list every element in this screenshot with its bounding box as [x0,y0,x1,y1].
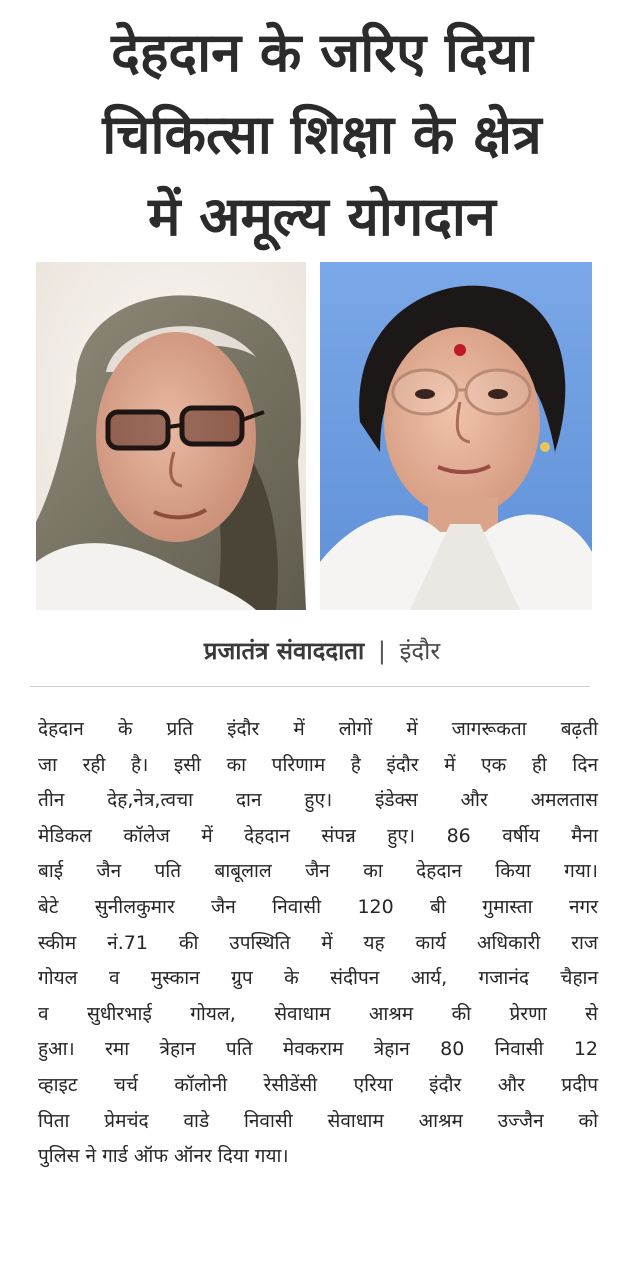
headline [20,12,624,258]
headline-line: देहदान के जरिए दिया [111,21,533,84]
woman-portrait-photo [320,262,592,610]
headline-line: चिकित्सा शिक्षा के क्षेत्र [102,103,542,166]
body-line: पिता प्रेमचंद वाडे निवासी सेवाधाम आश्रम उज्जैन को [38,1109,598,1132]
body-line: हुआ। रमा त्रेहान पति मेवकराम त्रेहान 80 निवासी 12 [38,1038,598,1061]
article-body [38,712,598,1175]
divider [30,686,590,687]
body-line: गोयल व मुस्कान ग्रुप के संदीपन आर्य, गजानंद चैहान [38,967,598,990]
body-line: व्हाइट चर्च कॉलोनी रेसीडेंसी एरिया इंदौर और प्रदीप [38,1073,598,1096]
body-line: पुलिस ने गार्ड ऑफ ऑनर दिया गया। [38,1145,289,1168]
dateline-city: इंदौर [399,637,441,665]
body-line: देहदान के प्रति इंदौर में लोगों में जागरूकता बढ़ती [38,718,598,740]
byline-separator: | [377,637,386,665]
body-line: मेडिकल कॉलेज में देहदान संपन्न हुए। 86 वर्षीय मैना [38,824,598,847]
body-line: बाई जैन पति बाबूलाल जैन का देहदान किया गया। [38,860,598,883]
byline [0,633,644,669]
body-line: स्कीम नं.71 की उपस्थिति में यह कार्य अधिकारी राज [38,931,598,954]
body-line: तीन देह,नेत्र,त्वचा दान हुए। इंडेक्स और अमलतास [38,789,598,812]
body-line: बेटे सुनीलकुमार जैन निवासी 120 बी गुमास्ता नगर [38,895,598,918]
elderly-woman-photo [36,262,306,610]
headline-line: में अमूल्य योगदान [148,185,496,248]
body-line: जा रही है। इसी का परिणाम है इंदौर में एक ही दिन [38,753,598,776]
reporter-credit: प्रजातंत्र संवाददाता [203,637,365,665]
body-line: व सुधीरभाई गोयल, सेवाधाम आश्रम की प्रेरणा से [38,1002,598,1025]
